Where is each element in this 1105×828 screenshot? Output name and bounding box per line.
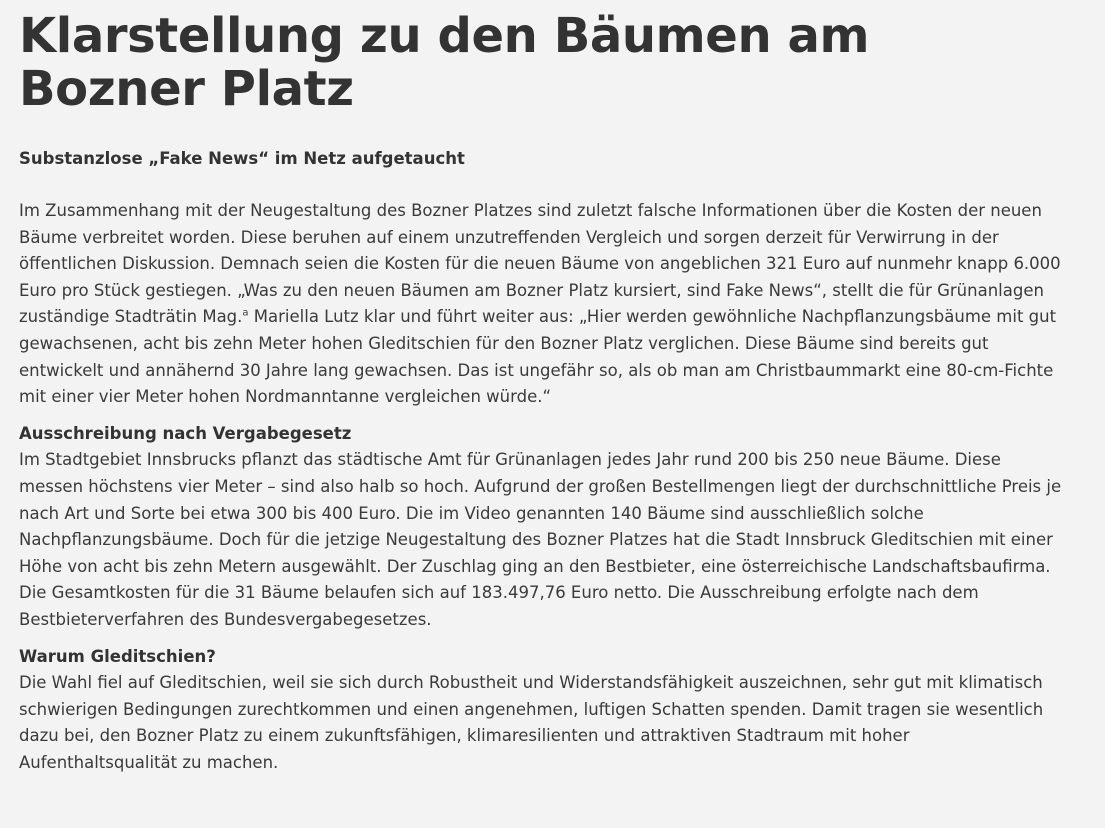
section-gleditschien [19,644,1065,777]
section-ausschreibung [19,421,1065,634]
article-subtitle: Substanzlose „Fake News“ im Netz aufgetaucht [19,149,465,168]
section-heading-gleditschien: Warum Gleditschien? [19,646,216,666]
section-body-gleditschien: Die Wahl fiel auf Gleditschien, weil sie sich durch Robustheit und Widerstandsfähigkeit auszeichnen, sehr gut mit klimatisch schwierigen Bedingungen zurechtkommen und einen angenehmen, luftigen Schatten spenden. Damit tragen sie wesentlich dazu bei, den Bozner Platz zu einem zukunftsfähigen, klimaresilienten und attraktiven Stadtraum mit hoher Aufenthaltsqualität zu machen. [19,673,1044,772]
section-body-ausschreibung: Im Stadtgebiet Innsbrucks pflanzt das städtische Amt für Grünanlagen jedes Jahr rund 200 bis 250 neue Bäume. Diese messen höchstens vier Meter – sind also halb so hoch. Aufgrund der großen Bestellmengen liegt der durchschnittliche Preis je nach Art und Sorte bei etwa 300 bis 400 Euro. Die im Video genannten 140 Bäume sind ausschließlich solche Nachpflanzungsbäume. Doch für die jetzige Neugestaltung des Bozner Platzes hat die Stadt Innsbruck Gleditschien mit einer Höhe von acht bis zehn Metern ausgewählt. Der Zuschlag ging an den Bestbieter, eine österreichische Landschaftsbaufirma. Die Gesamtkosten für die 31 Bäume belaufen sich auf 183.497,76 Euro netto. Die Ausschreibung erfolgte nach dem Bestbieterverfahren des Bundesvergabegesetzes. [19,450,1062,629]
intro-text-part1: Im Zusammenhang mit der Neugestaltung des Bozner Platzes sind zuletzt falsche Informationen über die Kosten der neuen Bäume verbreitet worden. Diese beruhen auf einem unzutreffenden Vergleich und sorgen derzeit für Verwirrung in der öffentlichen Diskussion. Demnach seien die Kosten für die neuen Bäume von angeblichen 321 Euro auf nunmehr knapp 6.000 Euro pro Stück gestiegen. „Was zu den neuen Bäumen am Bozner Platz kursiert, sind Fake News“, stellt die für Grünanlagen zuständige Stadträtin Mag. [19,201,1061,327]
intro-superscript: a [242,307,249,319]
section-heading-ausschreibung: Ausschreibung nach Vergabegesetz [19,423,352,443]
article-title: Klarstellung zu den Bäumen am Bozner Platz [19,8,870,117]
intro-text-part2: Mariella Lutz klar und führt weiter aus: „Hier werden gewöhnliche Nachpflanzungsbäume mit gut gewachsenen, acht bis zehn Meter hohen Gleditschien für den Bozner Platz verglichen. Diese Bäume sind bereits gut entwickelt und annähernd 30 Jahre lang gewachsen. Das ist ungefähr so, als ob man am Christbaummarkt eine 80-cm-Fichte mit einer vier Meter hohen Nordmanntanne vergleichen würde.“ [19,307,1057,407]
intro-paragraph [19,198,1065,411]
